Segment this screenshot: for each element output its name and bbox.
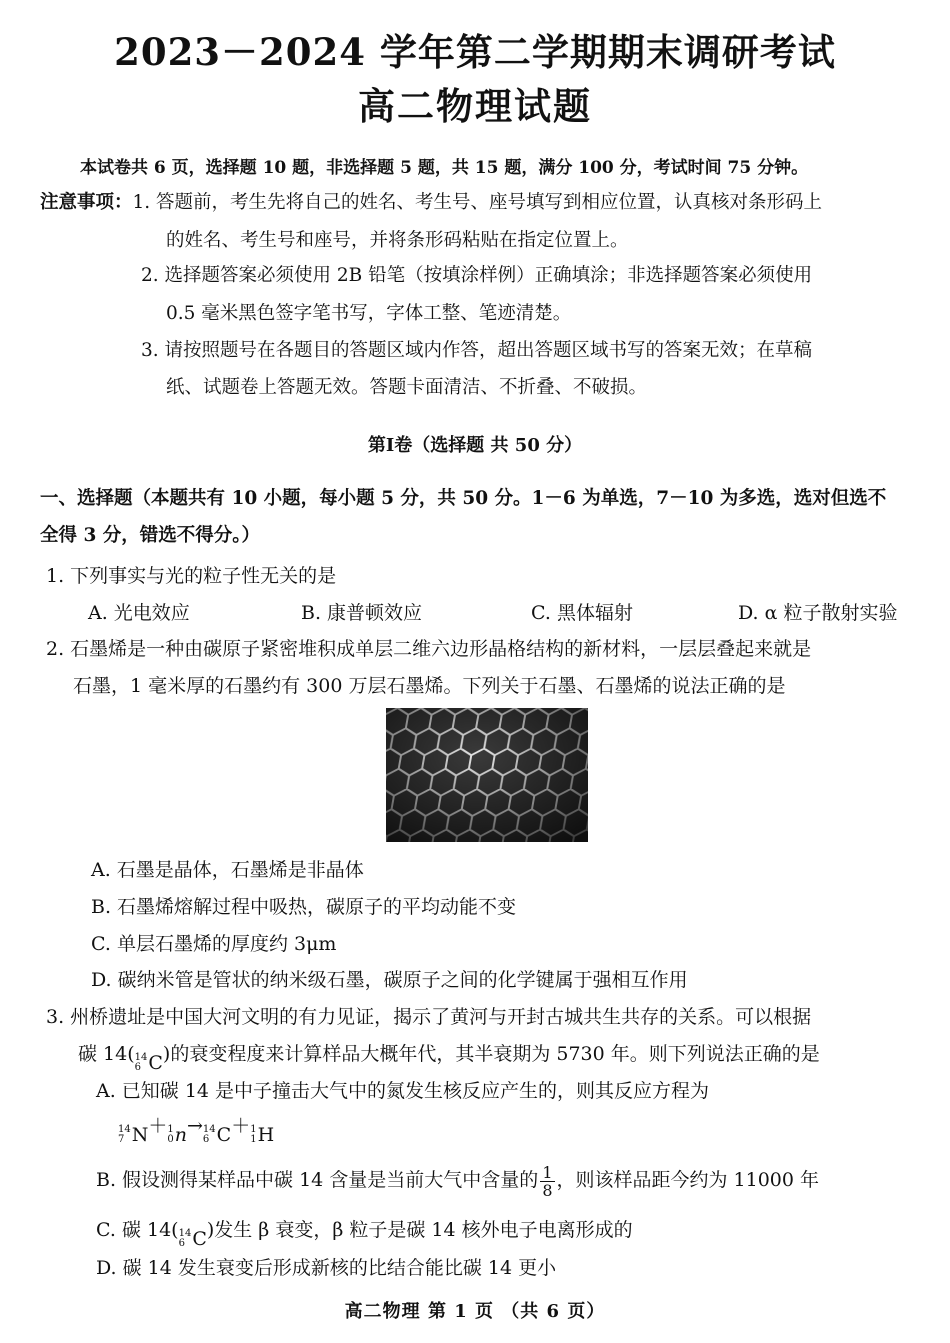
subject-title: 高二物理试题 (358, 84, 592, 128)
neutron-nuclide: 1 0 n (167, 1124, 187, 1146)
q3-stem-line2: 碳 14( 14 6 C )的衰变程度来计算样品大概年代，其半衰期为 5730 年。则下列说法正确的是 (78, 1043, 820, 1074)
section-instructions-line2: 全得 3 分，错选不得分。） (40, 525, 261, 546)
q2-option-b: B. 石墨烯熔解过程中吸热，碳原子的平均动能不变 (91, 896, 517, 918)
part1-title: 第Ⅰ卷（选择题 共 50 分） (367, 435, 583, 456)
q2-option-d: D. 碳纳米管是管状的纳米级石墨，碳原子之间的化学键属于强相互作用 (91, 969, 688, 991)
one-eighth-fraction: $\frac{1}{8}$ (542, 1162, 553, 1200)
q1-stem: 1. 下列事实与光的粒子性无关的是 (46, 565, 337, 587)
intro-text: 本试卷共 6 页，选择题 10 题，非选择题 5 题，共 15 题，满分 100 分，考试时间 75 分钟。 (80, 158, 809, 178)
q1-option-a: A. 光电效应 (88, 602, 190, 624)
q1-option-c: C. 黑体辐射 (531, 602, 633, 624)
q1-option-b: B. 康普顿效应 (301, 602, 423, 624)
page-footer: 高二物理 第 1 页 （共 6 页） (344, 1301, 606, 1322)
q3-stem-line1: 3. 州桥遗址是中国大河文明的有力见证，揭示了黄河与开封古城共生共存的关系。可以根据 (46, 1006, 812, 1028)
notes-item3-line2: 纸、试题卷上答题无效。答题卡面清洁、不折叠、不破损。 (166, 377, 648, 398)
q3-option-c: C. 碳 14( 14 6 C )发生 β 衰变，β 粒子是碳 14 核外电子电离形成的 (96, 1219, 633, 1250)
notes-item3-line1: 3. 请按照题号在各题目的答题区域内作答，超出答题区域书写的答案无效；在草稿 (141, 340, 813, 361)
q2-stem-line1: 2. 石墨烯是一种由碳原子紧密堆积成单层二维六边形晶格结构的新材料，一层层叠起来就是 (46, 638, 812, 660)
notes-item2-line1: 2. 选择题答案必须使用 2B 铅笔（按填涂样例）正确填涂；非选择题答案必须使用 (141, 265, 813, 286)
notes-item2-line2: 0.5 毫米黑色签字笔书写，字体工整、笔迹清楚。 (166, 303, 572, 324)
proton-nuclide: 1 1 H (250, 1124, 275, 1146)
carbon14-nuclide-c: 14 6 C (178, 1228, 207, 1250)
notes-label: 注意事项： (40, 192, 133, 213)
section-instructions-line1: 一、选择题（本题共有 10 小题，每小题 5 分，共 50 分。1－6 为单选，7－10 为多选，选对但选不 (40, 488, 887, 509)
notes-item1-line2: 的姓名、考生号和座号，并将条形码粘贴在指定位置上。 (166, 230, 629, 251)
q3-reaction-equation: 14 7 N ＋ 1 0 n → 14 6 C ＋ 1 1 H (118, 1115, 275, 1146)
q3-option-b: B. 假设测得某样品中碳 14 含量是当前大气中含量的 $\frac{1}{8}$ ，则该样品距今约为 11000 年 (96, 1162, 820, 1200)
carbon14-product-nuclide: 14 6 C (202, 1124, 232, 1146)
notes-item1-line1: 注意事项：1. 答题前，考生先将自己的姓名、考生号、座号填写到相应位置，认真核对条形码上 (40, 192, 823, 213)
graphene-lattice-drawing (386, 708, 588, 842)
nitrogen14-nuclide: 14 7 N (118, 1124, 149, 1146)
reaction-arrow: → (187, 1115, 203, 1137)
q3-option-a-line1: A. 已知碳 14 是中子撞击大气中的氮发生核反应产生的，则其反应方程为 (96, 1080, 710, 1102)
q2-stem-line2: 石墨，1 毫米厚的石墨约有 300 万层石墨烯。下列关于石墨、石墨烯的说法正确的是 (73, 675, 786, 697)
graphene-lattice-image (386, 708, 588, 842)
q2-option-a: A. 石墨是晶体，石墨烯是非晶体 (91, 859, 364, 881)
carbon14-nuclide: 14 6 C (134, 1052, 163, 1074)
q1-option-d: D. α 粒子散射实验 (738, 602, 898, 624)
exam-title: 2023－2024 学年第二学期期末调研考试 (114, 30, 836, 74)
q3-option-d: D. 碳 14 发生衰变后形成新核的比结合能比碳 14 更小 (96, 1257, 557, 1279)
q2-option-c: C. 单层石墨烯的厚度约 3μm (91, 933, 337, 955)
